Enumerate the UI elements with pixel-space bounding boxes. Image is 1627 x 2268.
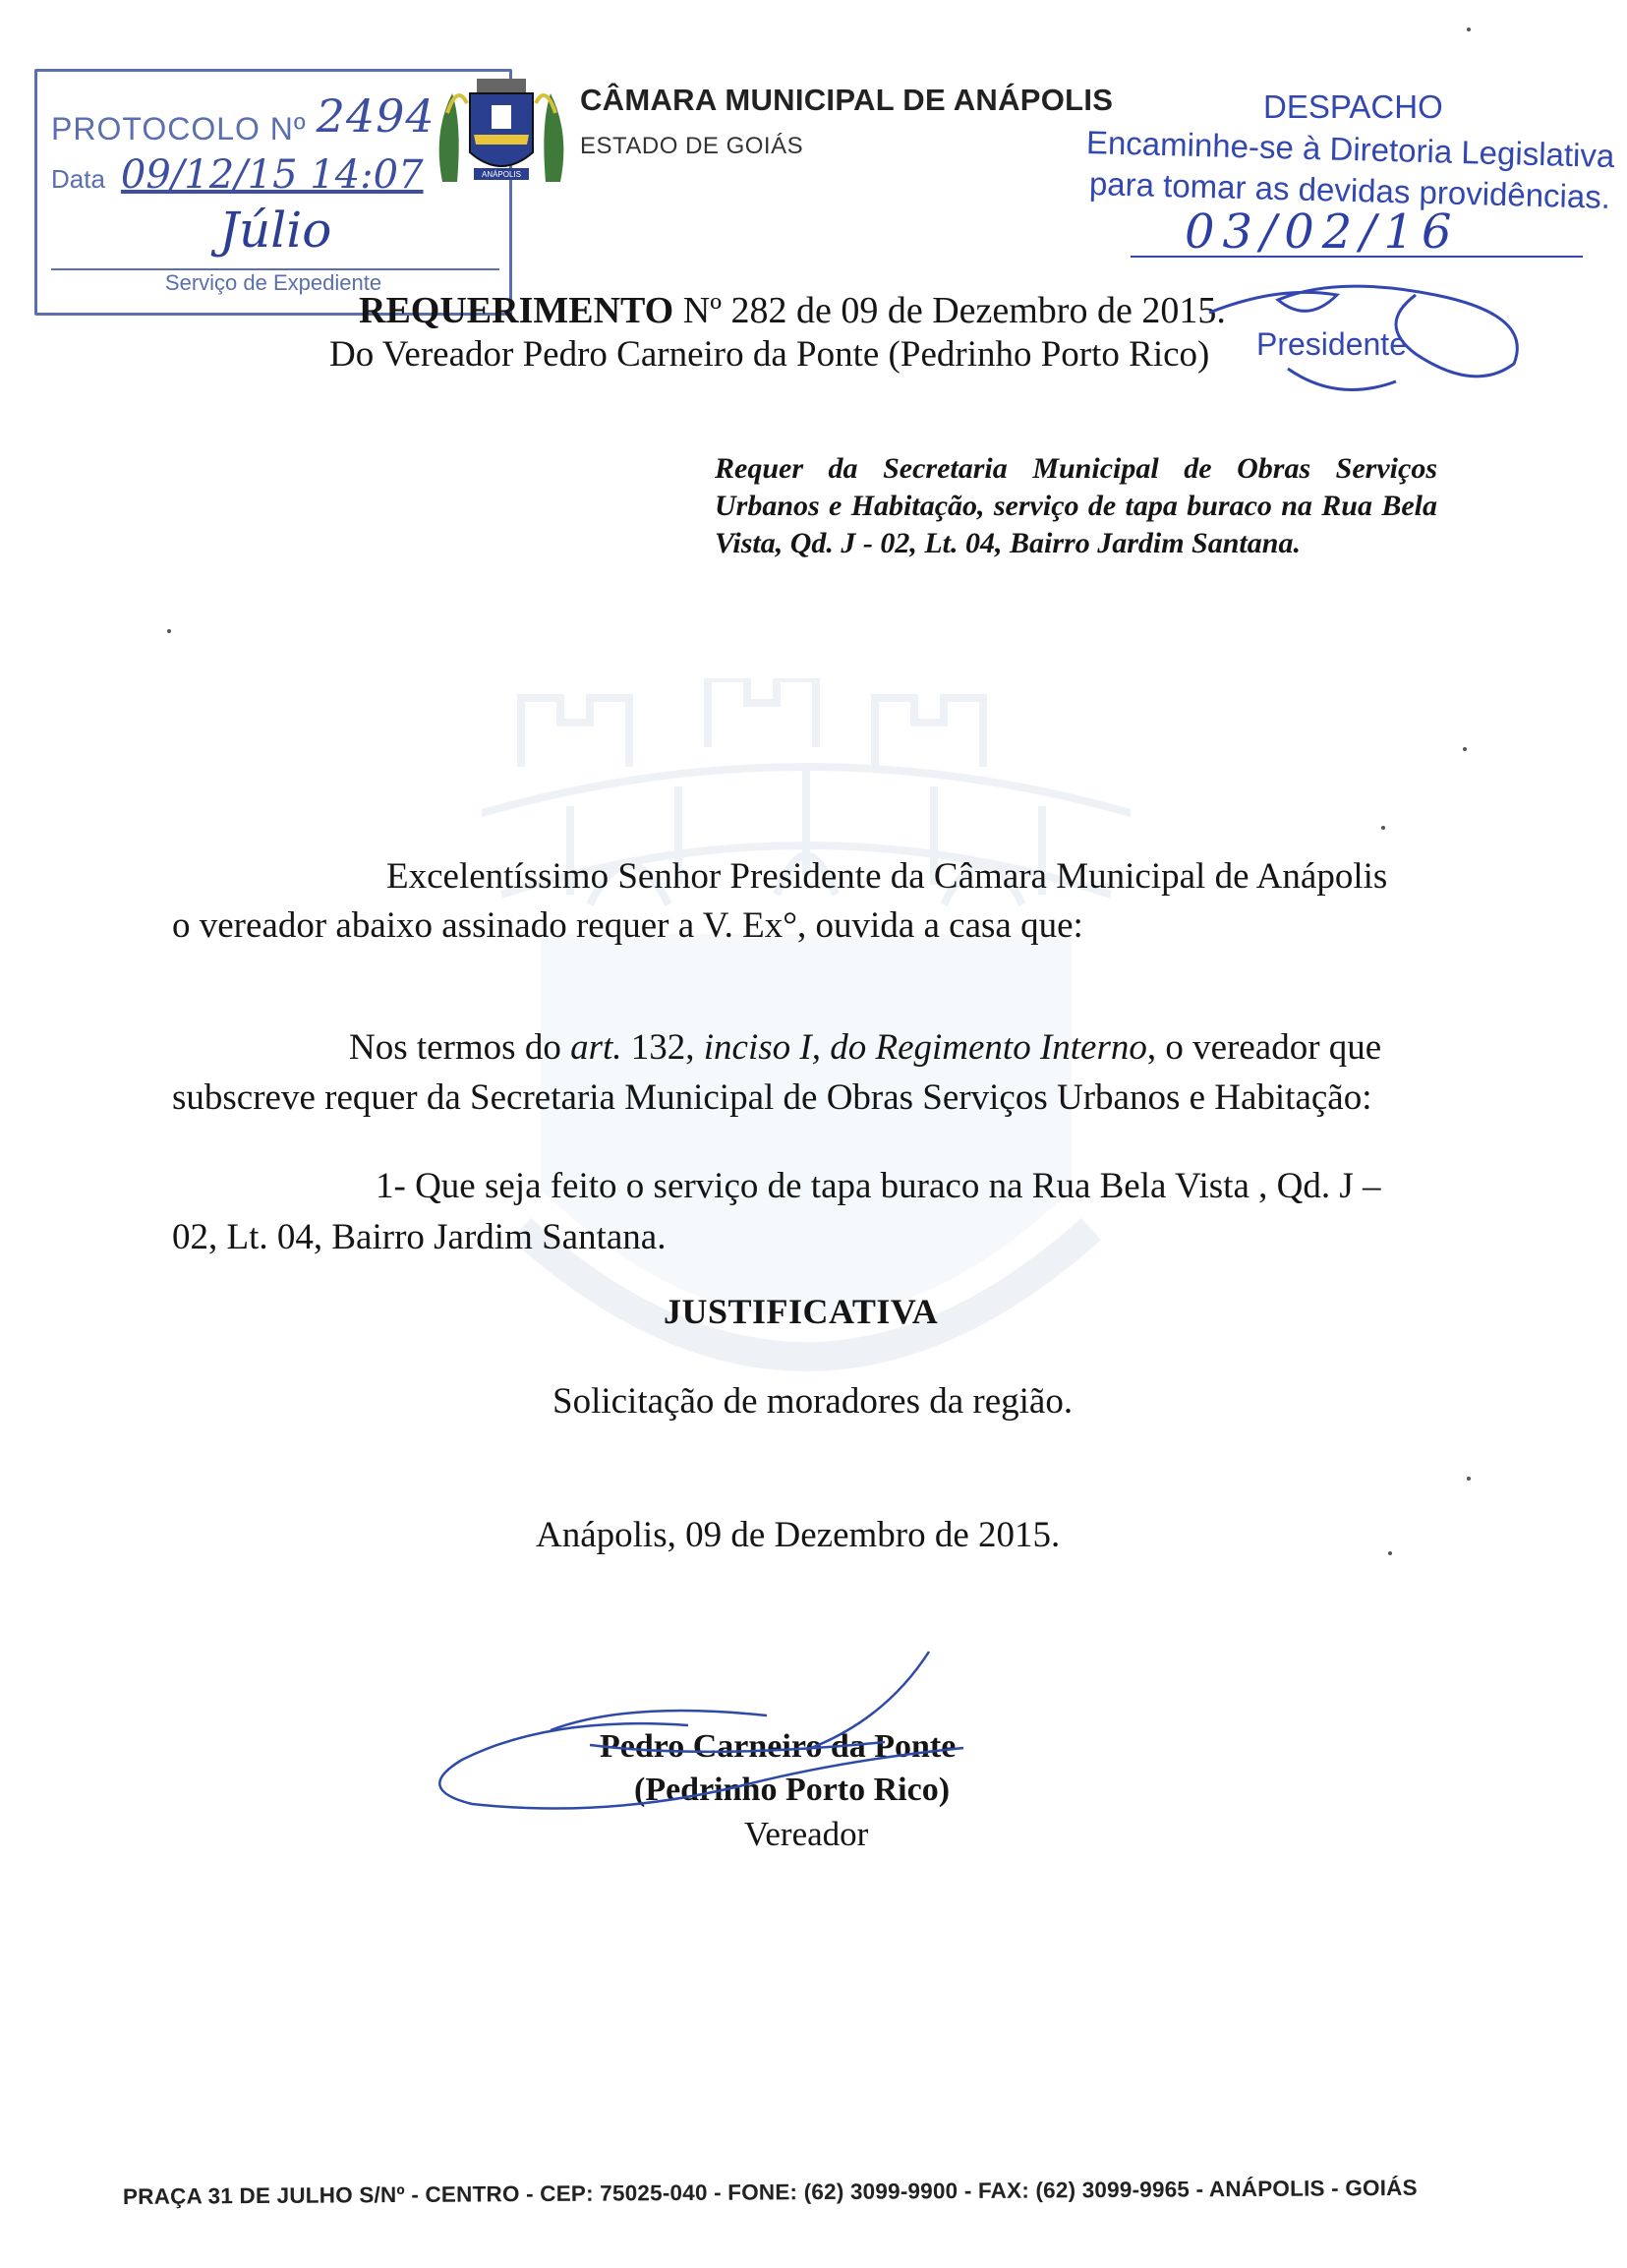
protocol-signature: Júlio xyxy=(219,202,332,259)
requerimento-author: Do Vereador Pedro Carneiro da Ponte (Pedrinho Porto Rico) xyxy=(329,334,1210,375)
org-state: ESTADO DE GOIÁS xyxy=(580,133,804,159)
legal-basis-prefix: Nos termos do xyxy=(349,1027,571,1068)
watermark-coat-of-arms xyxy=(482,678,1131,1465)
protocol-date-label: Data xyxy=(51,164,105,194)
despacho-stamp xyxy=(1086,88,1617,285)
protocol-number-label: PROTOCOLO Nº xyxy=(51,111,307,146)
date-line: Anápolis, 09 de Dezembro de 2015. xyxy=(536,1515,1061,1555)
protocol-date-time: 09/12/15 14:07 xyxy=(120,152,424,198)
scan-speck xyxy=(1381,826,1385,830)
requerimento-title-label: REQUERIMENTO xyxy=(359,290,674,331)
signer-nickname: (Pedrinho Porto Rico) xyxy=(634,1772,951,1808)
footer-address: PRAÇA 31 DE JULHO S/Nº - CENTRO - CEP: 75025-040 - FONE: (62) 3099-9900 - FAX: (62) 3099-9965 - ANÁPOLIS - GOIÁS xyxy=(122,2175,1418,2209)
despacho-line-2: para tomar as devidas providências. xyxy=(1088,165,1611,215)
legal-basis-inciso: inciso I, do Regimento Interno xyxy=(703,1027,1147,1068)
requerimento-summary: Requer da Secretaria Municipal de Obras Serviços Urbanos e Habitação, serviço de tapa buraco na Rua Bela Vista, Qd. J - 02, Lt. 04, Bairro Jardim Santana. xyxy=(715,452,1437,559)
protocol-number-row xyxy=(51,89,436,150)
protocol-department: Serviço de Expediente xyxy=(164,270,382,295)
request-item-line-1: 1- Que seja feito o serviço de tapa buraco na Rua Bela Vista , Qd. J – xyxy=(376,1166,1381,1206)
despacho-signature-line xyxy=(1131,256,1583,258)
protocol-date-row xyxy=(51,152,424,198)
scan-speck xyxy=(1463,747,1467,751)
scan-speck xyxy=(1467,1477,1471,1481)
protocol-number: 2494 xyxy=(316,89,436,143)
org-name: CÂMARA MUNICIPAL DE ANÁPOLIS xyxy=(580,83,1114,117)
legal-basis-line-1 xyxy=(349,1024,1381,1072)
despacho-title: DESPACHO xyxy=(1263,88,1443,125)
legal-basis-art: art. xyxy=(570,1027,622,1068)
signer-name: Pedro Carneiro da Ponte xyxy=(600,1728,957,1765)
coat-of-arms-icon xyxy=(423,74,580,197)
requerimento-title xyxy=(359,287,1226,334)
scan-speck xyxy=(167,629,171,633)
justification-title: JUSTIFICATIVA xyxy=(664,1292,939,1331)
salutation-line-2: o vereador abaixo assinado requer a V. Ex°, ouvida a casa que: xyxy=(172,905,1083,946)
coat-of-arms-label: ANÁPOLIS xyxy=(481,170,522,179)
request-item-line-2: 02, Lt. 04, Bairro Jardim Santana. xyxy=(172,1217,667,1257)
despacho-signer-role: Presidente xyxy=(1256,326,1407,362)
scan-speck xyxy=(1467,28,1471,31)
despacho-line-1: Encaminhe-se à Diretoria Legislativa xyxy=(1085,124,1615,175)
signer-role: Vereador xyxy=(744,1815,869,1853)
legal-basis-number: 132, xyxy=(621,1027,704,1068)
salutation-line-1: Excelentíssimo Senhor Presidente da Câmara Municipal de Anápolis xyxy=(386,856,1388,897)
justification-text: Solicitação de moradores da região. xyxy=(552,1381,1074,1422)
requerimento-title-number: Nº 282 de 09 de Dezembro de 2015. xyxy=(673,290,1226,331)
legal-basis-suffix: , o vereador que xyxy=(1146,1027,1382,1068)
scan-speck xyxy=(1388,1551,1392,1555)
despacho-date: 03/02/16 xyxy=(1185,204,1460,260)
legal-basis-line-2: subscreve requer da Secretaria Municipal de Obras Serviços Urbanos e Habitação: xyxy=(172,1077,1372,1118)
